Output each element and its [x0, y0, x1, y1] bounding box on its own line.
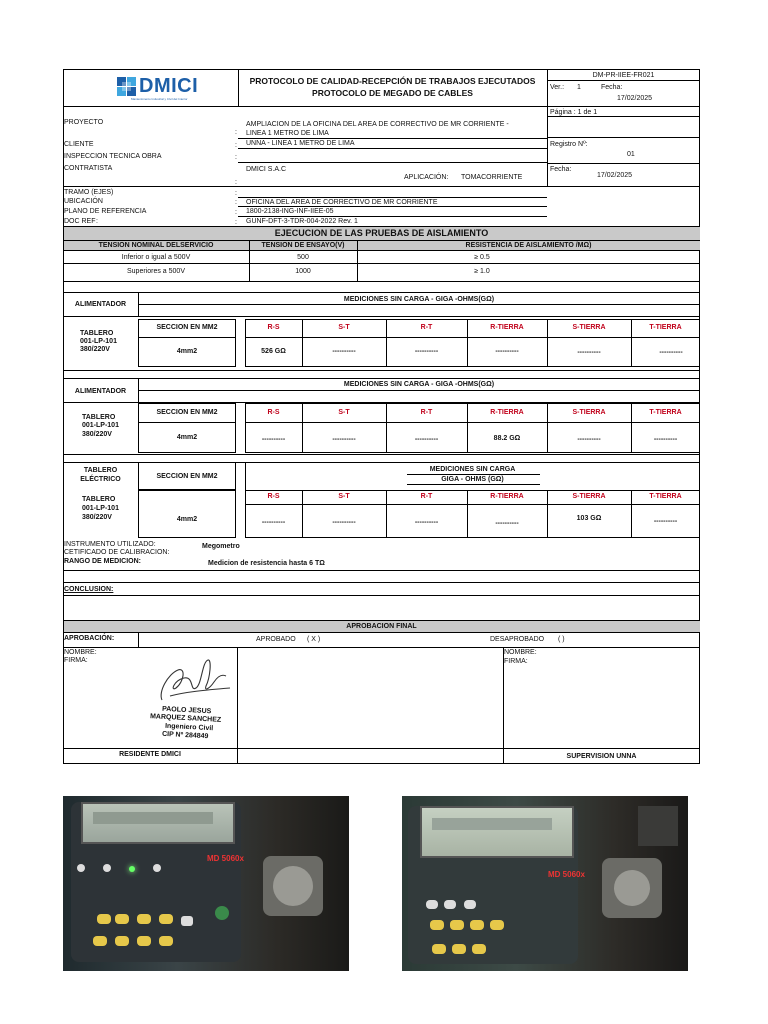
docref-value: GUNF-DFT-3-TDR-004-2022 Rev. 1: [246, 218, 358, 225]
registro-value: 01: [627, 151, 635, 158]
alimentador-label: ALIMENTADOR: [74, 388, 127, 395]
conclusion-label: CONCLUSION:: [64, 586, 114, 593]
colon: :: [96, 218, 98, 225]
certificado-label: CETIFICADO DE CALIBRACION:: [64, 549, 170, 556]
colon: :: [235, 219, 237, 226]
col-resistencia: RESISTENCIA DE AISLAMIENTO /MΩ): [465, 242, 592, 249]
mediciones-header-2: MEDICIONES SIN CARGA - GIGA -OHMS(GΩ): [343, 381, 495, 388]
col-s-tierra: S-TIERRA: [572, 324, 606, 331]
aprobado-mark[interactable]: ( X ): [307, 636, 321, 643]
col-rs: R-S: [267, 493, 280, 500]
tablero-electrico-text: TABLERO ELÉCTRICO: [80, 467, 121, 483]
stamp-cip: CIP Nº 284849: [161, 730, 209, 741]
value-t-tierra: ----------: [653, 436, 678, 443]
colon: :: [235, 142, 237, 149]
tablero-name: TABLERO: [80, 330, 114, 337]
col-rt: R-T: [420, 493, 433, 500]
col-r-tierra: R-TIERRA: [490, 493, 524, 500]
value-st: ----------: [332, 348, 356, 355]
colon: :: [235, 199, 237, 206]
rango-label: RANGO DE MEDICION:: [64, 558, 141, 565]
row1-nominal: Inferior o igual a 500V: [121, 254, 191, 261]
mediciones-header-3a: MEDICIONES SIN CARGA: [429, 466, 516, 473]
col-tension-nominal: TENSION NOMINAL DELSERVICIO: [98, 242, 214, 249]
proyecto-label: PROYECTO: [64, 119, 104, 126]
col-st: S-T: [338, 493, 350, 500]
aplicacion-label: APLICACIÓN:: [404, 174, 449, 181]
value-s-tierra: ----------: [577, 349, 601, 356]
docref-label: DOC REF: [64, 218, 96, 225]
value-rt: ----------: [414, 436, 439, 443]
row1-resistencia: ≥ 0.5: [474, 254, 490, 261]
value-rs: ----------: [261, 436, 286, 443]
instrumento-label: INSTRUMENTO UTILIZADO:: [64, 541, 156, 548]
nombre-right: NOMBRE:: [504, 649, 537, 656]
seccion-value: 4mm2: [176, 348, 198, 355]
logo-text: DMICI: [139, 75, 199, 97]
seccion-header: SECCION EN MM2: [156, 324, 218, 331]
meas-block-1: [0, 316, 768, 370]
tablero-name: TABLERO: [82, 414, 116, 421]
proyecto-value-1: AMPLIACION DE LA OFICINA DEL AREA DE CORRECTIVO DE MR CORRIENTE -: [246, 121, 509, 128]
value-r-tierra: ----------: [495, 348, 519, 355]
value-rt: ----------: [414, 519, 439, 526]
fecha2-value: 17/02/2025: [597, 172, 633, 179]
tablero-code: 001-LP-101: [82, 422, 119, 429]
meas-block-3: [0, 488, 768, 540]
stamp-title: Ingeniero Civil: [164, 722, 214, 733]
col-r-tierra: R-TIERRA: [490, 324, 524, 331]
ver-label: Ver.:: [550, 84, 565, 91]
firma-left: FIRMA:: [64, 657, 88, 664]
col-rt: R-T: [420, 324, 433, 331]
tablero-voltage: 380/220V: [82, 514, 112, 521]
plano-label: PLANO DE REFERENCIA: [64, 208, 147, 215]
value-r-tierra: 88.2 GΩ: [493, 435, 521, 442]
contratista-value: DMICI S.A.C: [246, 166, 287, 173]
fecha-value: 17/02/2025: [617, 95, 653, 102]
stamp-name-2: MARQUEZ SANCHEZ: [149, 713, 222, 724]
row2-resistencia: ≥ 1.0: [474, 268, 490, 275]
value-rs: ----------: [261, 519, 286, 526]
brand-label: MD 5060x: [548, 870, 585, 879]
tablero-name: TABLERO: [82, 496, 116, 503]
tramo-label: TRAMO (EJES): [64, 189, 114, 196]
colon: :: [235, 209, 237, 216]
brand-label: MD 5060x: [207, 854, 244, 863]
alimentador-label: ALIMENTADOR: [74, 301, 127, 308]
col-t-tierra: T-TIERRA: [649, 493, 682, 500]
col-rt: R-T: [420, 409, 433, 416]
tablero-code: 001-LP-101: [82, 505, 119, 512]
row2-nominal: Superiores a 500V: [127, 268, 185, 275]
tablero-electrico-label: [63, 466, 138, 484]
cliente-value: UNNA - LINEA 1 METRO DE LIMA: [246, 140, 355, 147]
pagina: Página : 1 de 1: [550, 109, 598, 116]
seccion-header: SECCION EN MM2: [156, 409, 218, 416]
handwritten-signature: [150, 652, 240, 712]
value-s-tierra: ----------: [577, 436, 601, 443]
instrumento-value: Megometro: [202, 543, 240, 550]
col-s-tierra: S-TIERRA: [572, 493, 606, 500]
aplicacion-value: TOMACORRIENTE: [461, 174, 523, 181]
desaprobado-mark[interactable]: ( ): [558, 636, 565, 643]
seccion-value: 4mm2: [176, 516, 198, 523]
value-t-tierra: ----------: [659, 349, 683, 356]
tablero-code: 001-LP-101: [80, 338, 117, 345]
colon: :: [235, 129, 237, 136]
col-t-tierra: T-TIERRA: [649, 324, 682, 331]
ubicacion-value: OFICINA DEL AREA DE CORRECTIVO DE MR CORRIENTE: [246, 199, 438, 206]
ver-value: 1: [577, 84, 581, 91]
logo-mark-icon: [117, 77, 137, 97]
col-t-tierra: T-TIERRA: [649, 409, 682, 416]
megometer-photo-right: [402, 796, 688, 971]
col-rs: R-S: [267, 409, 280, 416]
seccion-header: SECCION EN MM2: [156, 473, 218, 480]
proyecto-value-2: LINEA 1 METRO DE LIMA: [246, 130, 329, 137]
tablero-voltage: 380/220V: [80, 346, 110, 353]
logo-tagline: Mantenimiento Industrial y Civil del Interior: [131, 97, 188, 101]
colon: :: [235, 154, 237, 161]
ubicacion-label: UBICACIÓN: [64, 198, 103, 205]
colon: :: [235, 190, 237, 197]
doc-title-line2: PROTOCOLO DE MEGADO DE CABLES: [312, 88, 473, 98]
desaprobado-label: DESAPROBADO: [490, 636, 545, 643]
fecha-label: Fecha:: [601, 84, 623, 91]
fecha2-label: Fecha:: [550, 166, 572, 173]
row1-ensayo: 500: [297, 254, 309, 261]
col-s-tierra: S-TIERRA: [572, 409, 606, 416]
doc-code: DM-PR-IIEE-FR021: [592, 72, 655, 79]
meas-block-2: [0, 402, 768, 456]
col-tension-ensayo: TENSION DE ENSAYO(V): [261, 242, 345, 249]
rango-value: Medicion de resistencia hasta 6 TΩ: [208, 560, 325, 567]
value-r-tierra: ----------: [495, 520, 519, 527]
doc-title-line1: PROTOCOLO DE CALIDAD-RECEPCIÓN DE TRABAJOS EJECUTADOS: [249, 76, 536, 86]
registro-label: Registro Nº:: [550, 141, 588, 148]
cliente-label: CLIENTE: [64, 141, 94, 148]
residente-label: RESIDENTE DMICI: [119, 751, 181, 758]
company-logo: [117, 76, 197, 102]
firma-right: FIRMA:: [504, 658, 528, 665]
tablero-voltage: 380/220V: [82, 431, 112, 438]
seccion-value: 4mm2: [176, 434, 198, 441]
col-r-tierra: R-TIERRA: [490, 409, 524, 416]
value-t-tierra: ----------: [653, 518, 678, 525]
mediciones-header-1: MEDICIONES SIN CARGA - GIGA -OHMS(GΩ): [343, 296, 495, 303]
aprobacion-title: APROBACION FINAL: [346, 623, 417, 630]
aprobacion-label: APROBACIÓN:: [64, 635, 115, 642]
value-st: ----------: [332, 519, 356, 526]
megometer-photo-left: [63, 796, 349, 971]
col-st: S-T: [338, 409, 350, 416]
stamp-name-1: PAOLO JESUS: [161, 705, 212, 716]
value-st: ----------: [332, 436, 356, 443]
value-s-tierra: 103 GΩ: [576, 515, 602, 522]
pruebas-title: EJECUCION DE LAS PRUEBAS DE AISLAMIENTO: [274, 228, 489, 238]
value-rt: ----------: [414, 348, 439, 355]
mediciones-header-3b: GIGA - OHMS (GΩ): [441, 476, 504, 483]
nombre-left: NOMBRE:: [64, 649, 97, 656]
value-rs: 526 GΩ: [261, 348, 286, 355]
col-st: S-T: [338, 324, 350, 331]
colon: :: [235, 179, 237, 186]
plano-value: 1800-2138-ING-INF-IIEE-05: [246, 208, 334, 215]
col-rs: R-S: [267, 324, 280, 331]
row2-ensayo: 1000: [295, 268, 311, 275]
supervision-label: SUPERVISION UNNA: [566, 753, 637, 760]
inspeccion-label: INSPECCION TECNICA OBRA: [64, 153, 162, 160]
contratista-label: CONTRATISTA: [64, 165, 113, 172]
aprobado-label: APROBADO: [256, 636, 296, 643]
